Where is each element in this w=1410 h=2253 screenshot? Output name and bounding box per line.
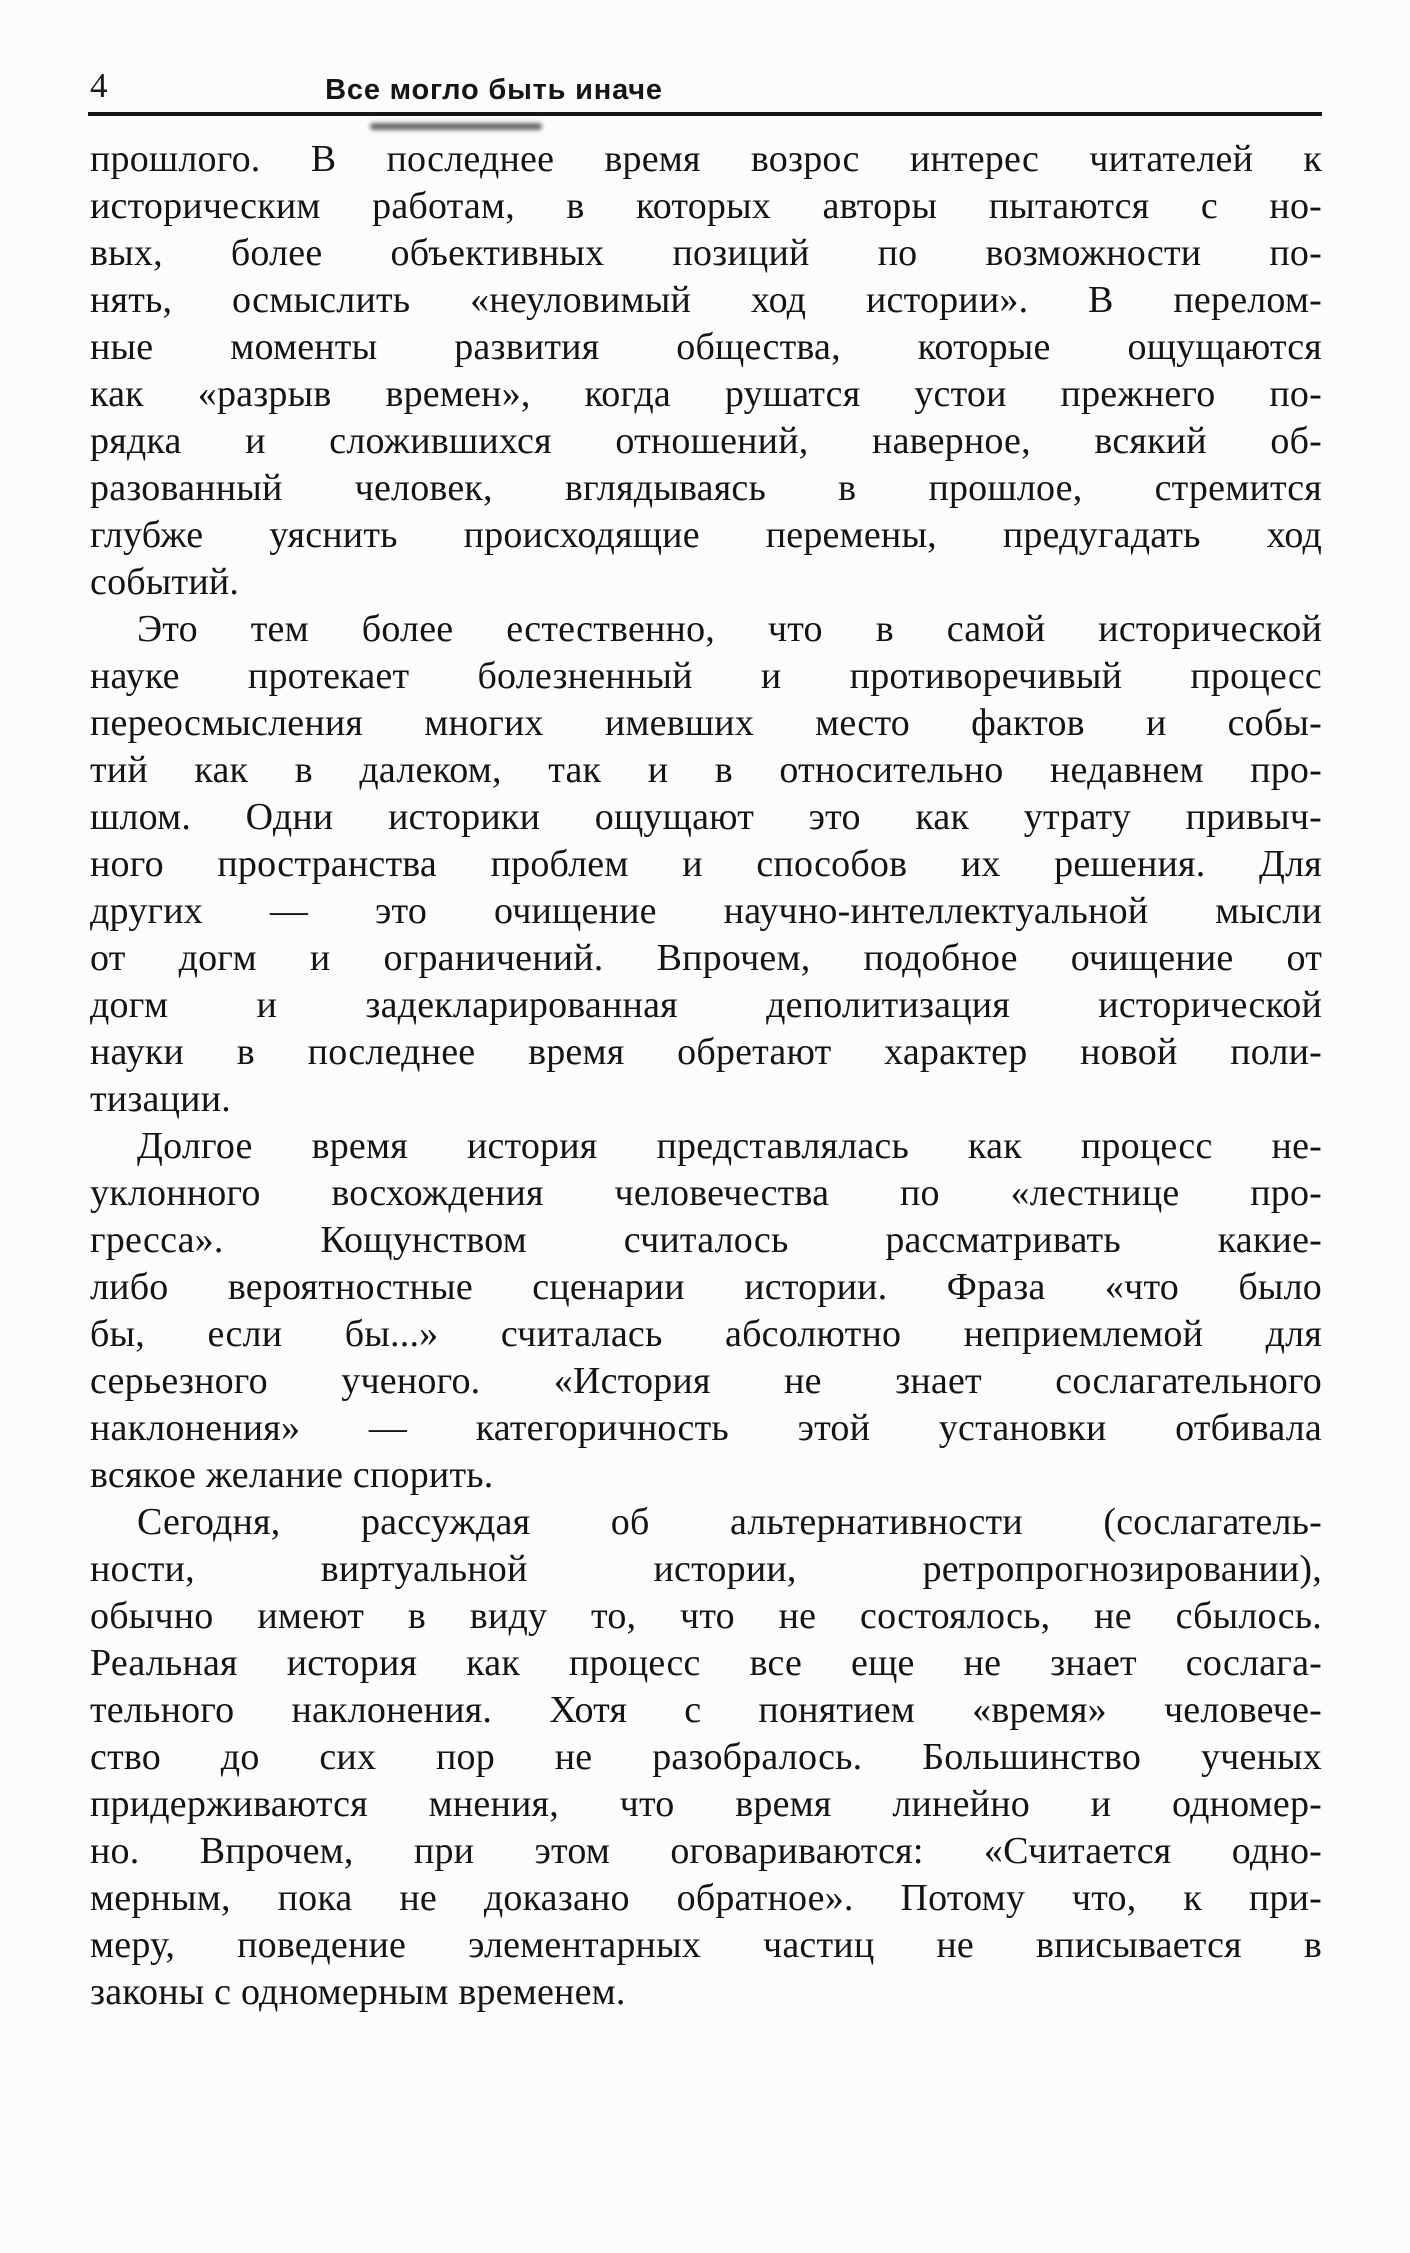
text-line: как «разрыв времен», когда рушатся устои прежнего по- <box>90 373 1322 415</box>
text-line: придерживаются мнения, что время линейно и одномер- <box>90 1783 1322 1825</box>
header-rule <box>88 112 1322 116</box>
text-line: обычно имеют в виду то, что не состоялось, не сбылось. <box>90 1595 1322 1637</box>
text-line: бы, если бы...» считалась абсолютно неприемлемой для <box>90 1313 1322 1355</box>
text-line: ные моменты развития общества, которые ощущаются <box>90 326 1322 368</box>
page-header <box>0 0 1410 112</box>
running-title: Все могло быть иначе <box>325 74 663 106</box>
text-line: но. Впрочем, при этом оговариваются: «Считается одно- <box>90 1830 1322 1872</box>
text-line: либо вероятностные сценарии истории. Фраза «что было <box>90 1266 1322 1308</box>
text-line: Это тем более естественно, что в самой исторической <box>137 608 1322 650</box>
scan-artifact <box>370 123 542 130</box>
paragraph <box>90 1123 1322 1499</box>
text-line: Сегодня, рассуждая об альтернативности (сослагатель- <box>137 1501 1322 1543</box>
text-line: событий. <box>90 561 240 603</box>
text-line: уклонного восхождения человечества по «лестнице про- <box>90 1172 1322 1214</box>
text-line: Долгое время история представлялась как процесс не- <box>137 1125 1322 1167</box>
paragraph <box>90 606 1322 1123</box>
text-line: от догм и ограничений. Впрочем, подобное очищение от <box>90 937 1322 979</box>
text-line: ного пространства проблем и способов их решения. Для <box>90 843 1322 885</box>
text-line: рядка и сложившихся отношений, наверное, всякий об- <box>90 420 1322 462</box>
text-line: мерным, пока не доказано обратное». Потому что, к при- <box>90 1877 1322 1919</box>
text-line: тий как в далеком, так и в относительно недавнем про- <box>90 749 1322 791</box>
text-line: Реальная история как процесс все еще не знает сослага- <box>90 1642 1322 1684</box>
page-body <box>90 136 1322 2016</box>
text-line: шлом. Одни историки ощущают это как утрату привыч- <box>90 796 1322 838</box>
text-line: нять, осмыслить «неуловимый ход истории». В перелом- <box>90 279 1322 321</box>
text-line: вых, более объективных позиций по возможности по- <box>90 232 1322 274</box>
text-line: прошлого. В последнее время возрос интерес читателей к <box>90 138 1322 180</box>
paragraph <box>90 136 1322 606</box>
text-line: науке протекает болезненный и противоречивый процесс <box>90 655 1322 697</box>
text-line: всякое желание спорить. <box>90 1454 494 1496</box>
text-line: законы с одномерным временем. <box>90 1971 626 2013</box>
text-line: ности, виртуальной истории, ретропрогнозировании), <box>90 1548 1322 1590</box>
paragraph <box>90 1499 1322 2016</box>
text-line: разованный человек, вглядываясь в прошлое, стремится <box>90 467 1322 509</box>
text-line: догм и задекларированная деполитизация исторической <box>90 984 1322 1026</box>
text-line: серьезного ученого. «История не знает сослагательного <box>90 1360 1322 1402</box>
text-line: гресса». Кощунством считалось рассматривать какие- <box>90 1219 1322 1261</box>
text-line: науки в последнее время обретают характер новой поли- <box>90 1031 1322 1073</box>
text-line: тельного наклонения. Хотя с понятием «время» человече- <box>90 1689 1322 1731</box>
text-line: других — это очищение научно-интеллектуальной мысли <box>90 890 1322 932</box>
text-line: глубже уяснить происходящие перемены, предугадать ход <box>90 514 1322 556</box>
page-number: 4 <box>90 66 108 105</box>
text-line: историческим работам, в которых авторы пытаются с но- <box>90 185 1322 227</box>
text-line: переосмысления многих имевших место фактов и собы- <box>90 702 1322 744</box>
text-line: наклонения» — категоричность этой установки отбивала <box>90 1407 1322 1449</box>
text-line: тизации. <box>90 1078 231 1120</box>
text-line: ство до сих пор не разобралось. Большинство ученых <box>90 1736 1322 1778</box>
text-line: меру, поведение элементарных частиц не вписывается в <box>90 1924 1322 1966</box>
